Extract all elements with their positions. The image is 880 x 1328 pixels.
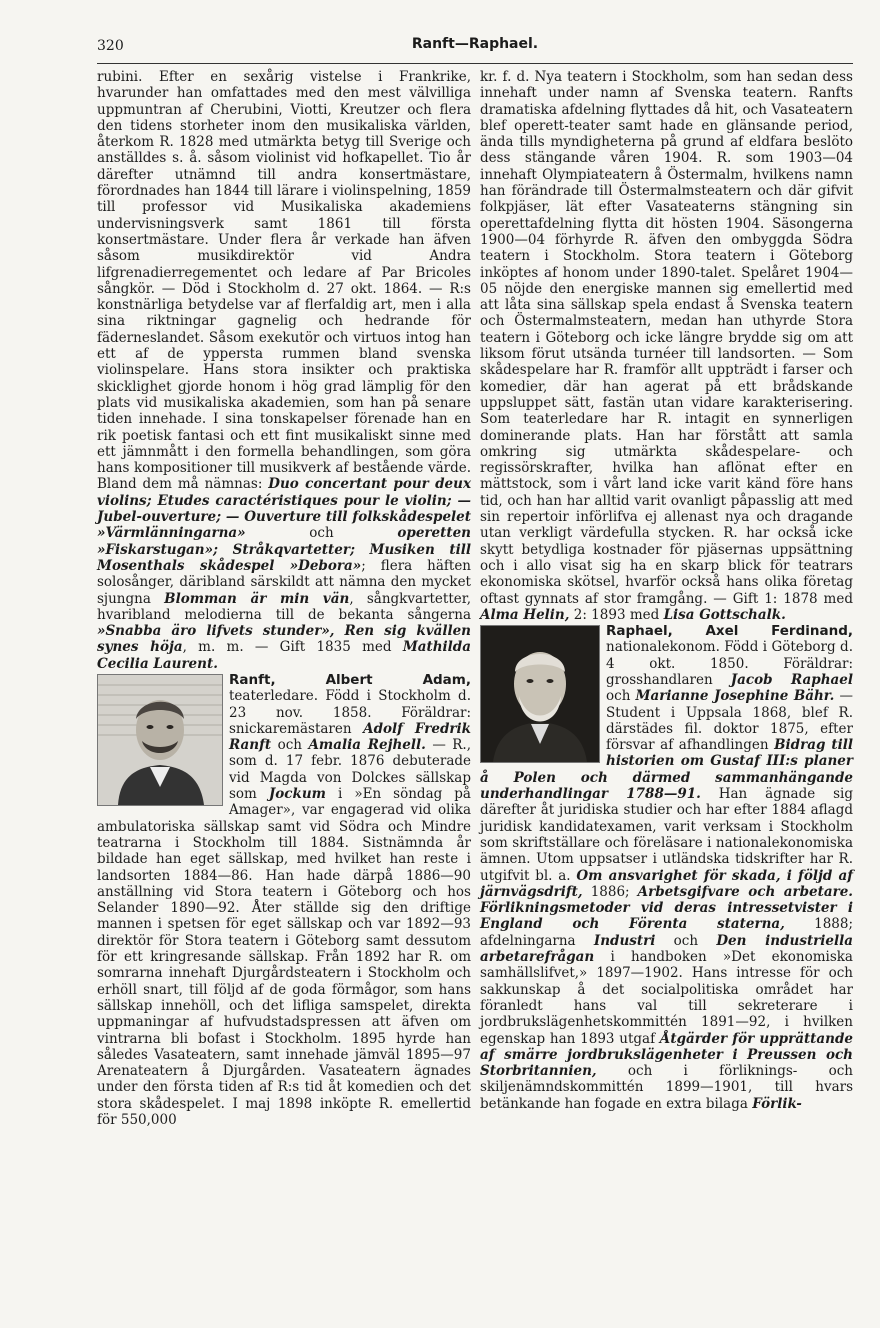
works-title: Duo concertant pour deux violins; Etudes caractéristiques pour le violin; — Jubel-ouverture; — Ouverture till folkskådespelet »Värmlänningarna» — [97, 476, 471, 542]
role-name: Jockum — [268, 786, 326, 803]
portrait-engraving-icon — [97, 674, 223, 806]
page-header — [97, 34, 853, 56]
body-text: och — [277, 737, 302, 754]
body-text: och — [309, 525, 334, 542]
entry-ranft-continuation — [480, 69, 853, 623]
body-text: 2: 1893 med — [573, 606, 660, 623]
body-text: 1888; afdelningarna — [480, 916, 854, 949]
works-title: Blomman är min vän — [164, 590, 350, 607]
entry-ranft-fc-continuation — [97, 69, 471, 672]
spouse-name: Alma Helin, — [480, 606, 570, 623]
parent-name: Amalia Rejhell. — [308, 737, 426, 754]
body-text: och i förliknings- och skiljenämndskommittén 1899—1901, till hvars betänkande han fogade en extra bilaga — [480, 1063, 853, 1112]
body-text: , sångkvartetter, hvaribland melodierna till de bekanta sångerna — [97, 590, 471, 623]
body-text: nationalekonom. Född i Göteborg d. 4 okt. 1850. Föräldrar: grosshandlaren — [606, 639, 853, 688]
body-text: och — [606, 688, 631, 705]
page-number: 320 — [97, 38, 124, 54]
works-title: Industri — [593, 932, 656, 949]
body-text: — R., som d. 17 febr. 1876 debuterade vid Magda von Dolckes sällskap som — [229, 737, 472, 803]
spouse-name: Mathilda Cecilia Laurent. — [97, 639, 471, 672]
portrait-ranft — [98, 675, 222, 805]
entry-heading: Ranft, Albert Adam, — [229, 671, 471, 688]
thesis-title: Bidrag till historien om Gustaf III:s planer å Polen och därmed sammanhängande underhandlingar 1788—91. — [480, 737, 854, 803]
works-title: »Snabba äro lifvets stunder», Ren sig kvällen synes höja — [97, 623, 471, 656]
works-title: operetten »Fiskarstugan»; Stråkqvartetter; Musiken till Mosenthals skådespel »Debora» — [97, 525, 471, 574]
works-title: Om ansvarighet för skada, i följd af järnvägsdrift, — [480, 867, 854, 900]
left-column — [97, 69, 471, 1319]
parent-name: Adolf Fredrik Ranft — [229, 720, 471, 754]
header-rule — [97, 63, 853, 64]
body-text: rubini. Efter en sexårig vistelse i Frankrike, hvarunder han omfattades med den mest välvilliga uppmuntran af Cherubini, Viotti, Kreutzer och flera den tidens storheter inom den musikaliska världen, återkom R. 1828 med utmärkta betyg till Sverige och anställdes s. å. såsom violinist vid hofkapellet. Tio år därefter utnämnd till andra konsertmästare, förordnades han 1844 till lärare i violinspelning, 1859 till professor vid Musikaliska akademiens undervisningsverk samt 1861 till första konsertmästare. Under flera år verkade han äfven såsom musikdirektör vid Andra lifgrenadierregementet och ledare af Par Bricoles sångkör. — Död i Stockholm d. 27 okt. 1864. — R:s konstnärliga betydelse var af flerfaldig art, men i alla sina riktningar gagnelig och hedrande för fäderneslandet. Såsom exekutör och virtuos intog han ett af de yppersta rummen bland svenska violinspelare. Hans stora insikter och praktiska skicklighet gjorde honom i hög grad lämplig för den plats vid musikaliska akademien, som han på senare tiden innehade. I sina tonskapelser förenade han en rik poetisk fantasi och ett fint musikaliskt sinne med ett jämnmått i den formella behandlingen, som göra hans kompositioner till musikverk af bestående värde. Bland dem må nämnas: — [97, 69, 471, 493]
spouse-name: Lisa Gottschalk. — [663, 606, 786, 623]
body-text: Han ägnade sig därefter åt juridiska studier och har efter 1884 aflagd juridisk kandidatexamen, varit verksam i Stockholm som skriftställare och föreläsare i nationalekonomiska ämnen. Utom uppsatser i utländska tidskrifter har R. utgifvit bl. a. — [480, 786, 853, 884]
entry-ranft-albert-adam — [97, 672, 471, 1128]
body-text: i handboken »Det ekonomiska samhällslifvet,» 1897—1902. Hans intresse för och sakkunskap å det socialpolitiska området har föranledt hans val till sekreterare i jordbrukslägenhetskommittén 1891—92, i hvilken egenskap han 1893 utgaf — [480, 949, 853, 1047]
body-text: , m. m. — Gift 1835 med — [182, 639, 392, 656]
body-text: — Student i Uppsala 1868, blef R. därstädes fil. doktor 1875, efter försvar af afhandlingen — [606, 688, 854, 754]
entry-raphael-axel-ferdinand — [480, 623, 853, 1112]
works-title: Arbetsgifvare och arbetare. Förlikningsmetoder vid deras intressetvister i England och Förenta staterna, — [480, 883, 854, 933]
body-text: och — [673, 932, 699, 949]
entry-heading: Raphael, Axel Ferdinand, — [606, 623, 853, 640]
right-column — [480, 69, 853, 1319]
body-text: teaterledare. Född i Stockholm d. 23 nov. 1858. Föräldrar: snickaremästaren — [229, 688, 471, 737]
body-text: ; flera häften solosånger, däribland särskildt att nämna den mycket sjungna — [97, 557, 471, 607]
parent-name: Jacob Raphael — [730, 671, 853, 688]
body-text: i »En söndag på Amager», var engagerad vid olika ambulatoriska sällskap samt vid Södra och Mindre teatrarna i Stockholm till 1884. Sistnämnda år bildade han eget sällskap, med hvilket han reste i landsorten 1884—86. Han hade därpå 1886—90 anställning vid Stora teatern i Göteborg och hos Selander 1890—92. Åter ställde sig den driftige mannen i spetsen för eget sällskap och var 1892—93 direktör för Stora teatern i Göteborg samt dessutom för ett kringresande sällskap. Från 1892 har R. om somrarna innehaft Djurgårdsteatern i Stockholm och erhöll snart, till följd af de goda förmågor, som hans sällskap innehöll, och det lifliga samspelet, direkta uppmaningar af hufvudstadspressen att äfven om vintrarna bli bofast i Stockholm. 1895 hyrde han således Vasateatern, samt innehade jämväl 1895—97 Arenateatern å Djurgården. Vasateatern ägnades under den första tiden af R:s tid åt komedien och det stora skådespelet. I maj 1898 inköpte R. emellertid för 550,000 — [97, 786, 471, 1128]
body-text: 1886; — [590, 883, 630, 900]
body-text: kr. f. d. Nya teatern i Stockholm, som han sedan dess innehaft under namn af Svenska teatern. Ranfts dramatiska afdelning flyttades då hit, och Vasateatern blef operett-teater samt hade en glänsande period, ända tills myndigheterna på grund af eldfara beslöto dess stängande våren 1904. R. som 1903—04 innehaft Olympiateatern å Östermalm, hvilkens namn han förändrade till Östermalmsteatern och där gifvit folkpjäser, lät efter Vasateaterns stängning sin operettafdelning flytta dit hösten 1904. Säsongerna 1900—04 förhyrde R. äfven den ombyggda Södra teatern i Stockholm. Stora teatern i Göteborg inköptes af honom under 1890-talet. Spelåret 1904—05 nöjde den energiske mannen sig emellertid med att låta sina sällskap spela endast å Svenska teatern och Östermalmsteatern, medan han uthyrde Stora teatern i Göteborg och icke längre brydde sig om att liksom förut utsända turnéer till landsorten. — Som skådespelare har R. framför allt uppträdt i farser och komedier, där han agerat på ett brådskande uppsluppet sätt, fastän utan vidare karakterisering. Som teaterledare har R. intagit en synnerligen dominerande plats. Han har förstått att samla omkring sig utmärkta skådespelare- och regissörskrafter, hvilka han aflönat efter en mättstock, som i vårt land icke varit känd före hans tid, och han har alltid varit ovanligt påpasslig att med sin repertoir införlifva ej allenast nya och dragande utan verkligt värdefulla stycken. R. har också icke skytt betydliga kostnader för pjäsernas uppsättning och i allo visat sig ha en skarp blick för teatrars ekonomiska skötsel, hvarför också hans olika företag oftast gynnats af stor framgång. — Gift 1: 1878 med — [480, 69, 853, 607]
running-head: Ranft—Raphael. — [411, 36, 539, 52]
works-title: Förlik- — [752, 1095, 802, 1112]
portrait-raphael — [481, 626, 599, 762]
works-title: Åtgärder för upprättande af smärre jordbrukslägenheter i Preussen och Storbritannien, — [480, 1030, 854, 1080]
portrait-engraving-icon — [480, 625, 600, 763]
works-title: Den industriella arbetarefrågan — [480, 932, 854, 966]
parent-name: Marianne Josephine Bähr. — [635, 688, 835, 705]
